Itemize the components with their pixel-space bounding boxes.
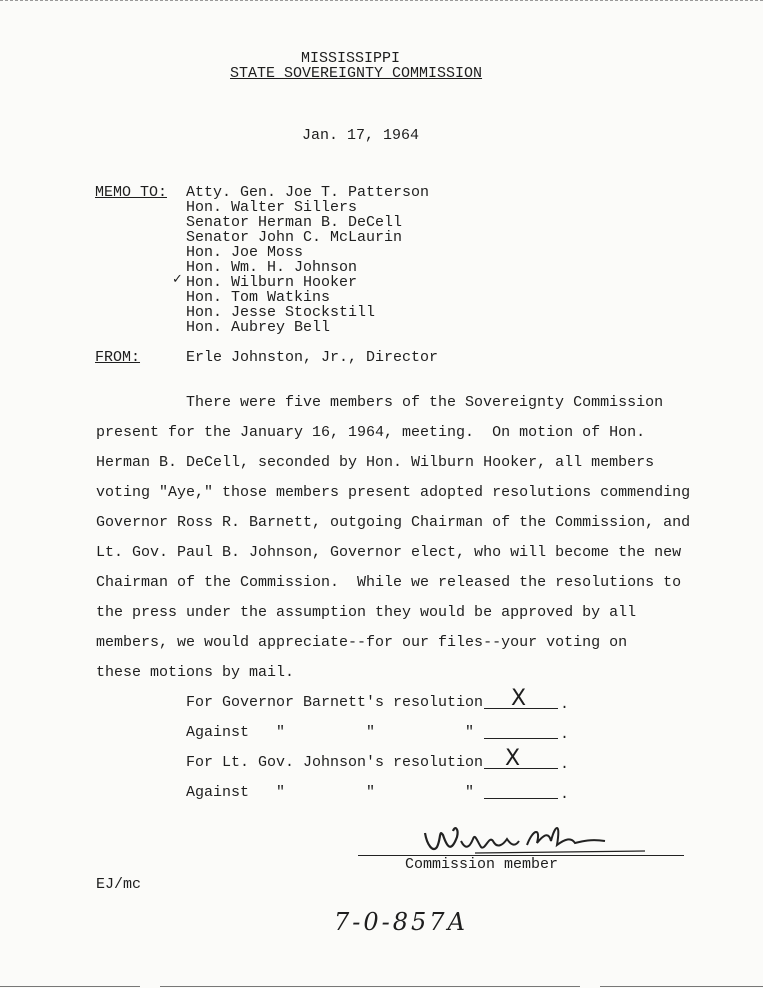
vote-against-johnson-label: Against " " " bbox=[186, 784, 475, 801]
header-line-2: STATE SOVEREIGNTY COMMISSION bbox=[230, 65, 483, 82]
recipient: Senator Herman B. DeCell bbox=[186, 214, 403, 231]
bottom-border bbox=[0, 986, 140, 987]
vote-for-barnett-label: For Governor Barnett's resolution bbox=[186, 694, 484, 711]
body-line: these motions by mail. bbox=[96, 664, 295, 681]
recipient: Atty. Gen. Joe T. Patterson bbox=[186, 184, 430, 201]
body-line: the press under the assumption they would be approved by all bbox=[96, 604, 637, 621]
vote-against-barnett-label: Against " " " bbox=[186, 724, 475, 741]
recipient: Hon. Wilburn Hooker bbox=[186, 274, 358, 291]
memo-date: Jan. 17, 1964 bbox=[302, 127, 420, 144]
vote-for-johnson-label: For Lt. Gov. Johnson's resolution bbox=[186, 754, 484, 771]
body-line: Governor Ross R. Barnett, outgoing Chairman of the Commission, and bbox=[96, 514, 691, 531]
recipient: Hon. Jesse Stockstill bbox=[186, 304, 376, 321]
body-line: present for the January 16, 1964, meeting. On motion of Hon. bbox=[96, 424, 646, 441]
header-line-1: MISSISSIPPI bbox=[301, 50, 401, 67]
typist-initials: EJ/mc bbox=[96, 876, 142, 893]
vote-mark: X bbox=[511, 686, 527, 711]
bottom-border bbox=[600, 986, 763, 987]
period: . bbox=[560, 756, 570, 773]
body-line: Chairman of the Commission. While we released the resolutions to bbox=[96, 574, 682, 591]
recipient: Hon. Tom Watkins bbox=[186, 289, 331, 306]
recipient: Hon. Wm. H. Johnson bbox=[186, 259, 358, 276]
body-line: Herman B. DeCell, seconded by Hon. Wilburn Hooker, all members bbox=[96, 454, 655, 471]
vote-mark: X bbox=[505, 746, 521, 771]
recipient: Hon. Walter Sillers bbox=[186, 199, 358, 216]
vote-blank-line bbox=[484, 738, 558, 739]
memo-to-label: MEMO TO: bbox=[95, 184, 168, 201]
recipient: Senator John C. McLaurin bbox=[186, 229, 403, 246]
vote-blank-line bbox=[484, 798, 558, 799]
period: . bbox=[560, 696, 570, 713]
recipient: Hon. Aubrey Bell bbox=[186, 319, 331, 336]
body-line: There were five members of the Sovereignty Commission bbox=[186, 394, 664, 411]
file-number: 7-0-857A bbox=[334, 908, 468, 936]
vote-blank-line bbox=[484, 768, 558, 769]
body-line: voting "Aye," those members present adopted resolutions commending bbox=[96, 484, 691, 501]
body-line: Lt. Gov. Paul B. Johnson, Governor elect, who will become the new bbox=[96, 544, 682, 561]
recipient-checkmark-icon: ✓ bbox=[172, 272, 183, 287]
bottom-border bbox=[160, 986, 580, 987]
from-value: Erle Johnston, Jr., Director bbox=[186, 349, 439, 366]
period: . bbox=[560, 726, 570, 743]
signature-caption: Commission member bbox=[405, 856, 559, 873]
top-border bbox=[0, 0, 763, 1]
period: . bbox=[560, 786, 570, 803]
from-label: FROM: bbox=[95, 349, 141, 366]
body-line: members, we would appreciate--for our files--your voting on bbox=[96, 634, 628, 651]
recipient: Hon. Joe Moss bbox=[186, 244, 304, 261]
